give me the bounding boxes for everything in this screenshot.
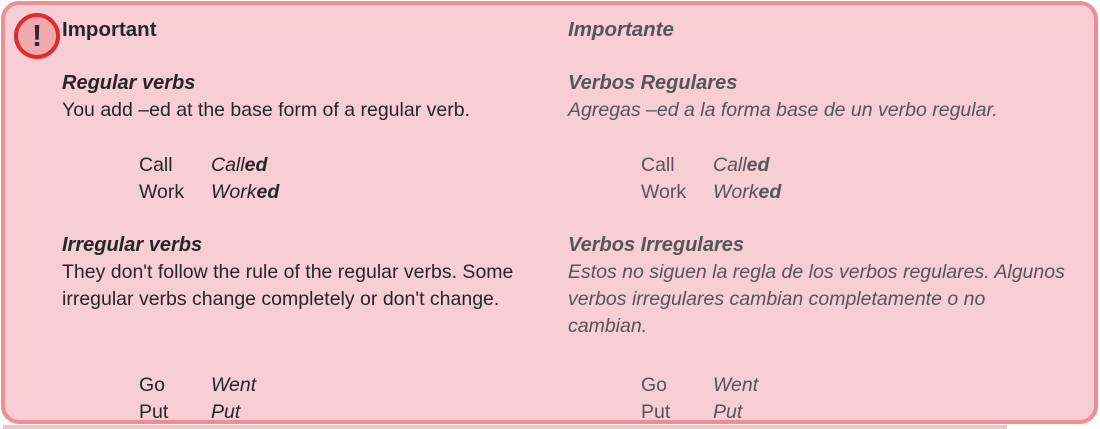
- examples-regular-en: [139, 152, 279, 206]
- verb-past-suffix: ed: [746, 154, 770, 176]
- verb-past-suffix: ed: [256, 181, 280, 203]
- exclamation-glyph: !: [31, 17, 43, 53]
- verb-past: [713, 179, 781, 206]
- body-regular-verbs-en: You add –ed at the base form of a regular verb.: [62, 99, 470, 121]
- body-regular-verbs-es: Agregas –ed a la forma base de un verbo regular.: [568, 99, 998, 121]
- verb-past-suffix: ed: [244, 154, 268, 176]
- examples-regular-es: [641, 152, 781, 206]
- example-row: [641, 179, 781, 206]
- verb-past: [211, 152, 267, 179]
- verb-base: Go: [641, 374, 668, 396]
- example-row: [139, 152, 279, 179]
- verb-base: Work: [139, 181, 185, 203]
- important-callout-box: [1, 1, 1098, 424]
- example-row: [641, 152, 781, 179]
- heading-regular-verbs-es: Verbos Regulares: [568, 72, 738, 94]
- example-row: [641, 372, 758, 399]
- verb-base: Put: [139, 401, 169, 423]
- verb-past-stem: Work: [713, 181, 759, 203]
- verb-base: Call: [641, 154, 675, 176]
- verb-past-stem: Went: [713, 374, 759, 396]
- verb-past-stem: Work: [211, 181, 257, 203]
- examples-irregular-es: [641, 372, 758, 426]
- verb-base: Put: [641, 401, 671, 423]
- verb-past: [713, 399, 742, 426]
- exclamation-alert-icon: [14, 13, 60, 59]
- verb-base: Go: [139, 374, 166, 396]
- verb-past: [211, 372, 256, 399]
- verb-past-stem: Call: [211, 154, 245, 176]
- heading-irregular-verbs-es: Verbos Irregulares: [568, 234, 745, 256]
- verb-past: [211, 399, 240, 426]
- body-irregular-verbs-es: Estos no siguen la regla de los verbos regulares. Algunos verbos irregulares cambian completamente o no cambian.: [568, 261, 1065, 337]
- verb-past-stem: Call: [713, 154, 747, 176]
- example-row: [139, 399, 256, 426]
- body-irregular-verbs-en: They don't follow the rule of the regular verbs. Some irregular verbs change completely or don't change.: [62, 261, 514, 310]
- example-row: [139, 372, 256, 399]
- verb-past-stem: Put: [713, 401, 743, 423]
- verb-past: [211, 179, 279, 206]
- example-row: [139, 179, 279, 206]
- verb-past-stem: Put: [211, 401, 241, 423]
- verb-past-suffix: ed: [758, 181, 782, 203]
- title-important-es: Importante: [568, 18, 674, 41]
- verb-past-stem: Went: [211, 374, 257, 396]
- examples-irregular-en: [139, 372, 256, 426]
- heading-irregular-verbs-en: Irregular verbs: [62, 234, 203, 256]
- heading-regular-verbs-en: Regular verbs: [62, 72, 196, 94]
- verb-past: [713, 152, 769, 179]
- example-row: [641, 399, 758, 426]
- verb-base: Work: [641, 181, 687, 203]
- verb-base: Call: [139, 154, 173, 176]
- verb-past: [713, 372, 758, 399]
- title-important-en: Important: [62, 18, 157, 41]
- next-box-top-edge: [3, 425, 1007, 429]
